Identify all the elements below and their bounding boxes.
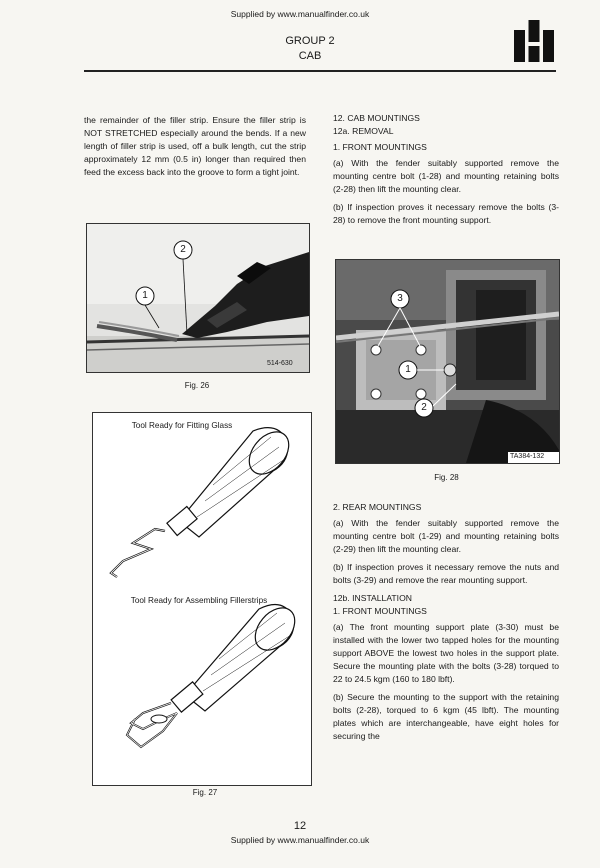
fig28-caption: Fig. 28 (434, 473, 459, 482)
fig27-label-top: Tool Ready for Fitting Glass (131, 421, 233, 430)
supplier-note-bottom: Supplied by www.manualfinder.co.uk (230, 835, 370, 845)
front-removal-step-a: (a) With the fender suitably supported remove the mounting centre bolt (1-28) and mounting retaining bolts (2-28) then lift the mounting clear. (333, 158, 559, 194)
fillerstrip-tool-icon (127, 600, 303, 747)
supplier-note-top: Supplied by www.manualfinder.co.uk (230, 9, 370, 19)
page-number: 12 (293, 820, 307, 832)
fig28-ref: TA384-132 (510, 453, 545, 460)
tool-illustrations (93, 413, 311, 785)
fig26-callout-2: 2 (180, 244, 186, 255)
fig27-label-bottom: Tool Ready for Assembling Fillerstrips (130, 596, 268, 605)
rear-mountings-heading: 2. REAR MOUNTINGS (333, 502, 422, 512)
figure-26-illustration (87, 224, 309, 372)
page-header (240, 34, 380, 64)
rear-removal-step-a: (a) With the fender suitably supported remove the mounting centre bolt (1-29) and mounting retaining bolts (2-29) then lift the mounting clear. (333, 518, 559, 554)
figure-28 (335, 259, 560, 464)
front-removal-step-b: (b) If inspection proves it necessary remove the bolts (3-28) to remove the front mounting support. (333, 202, 559, 225)
fig26-callout-1: 1 (142, 290, 148, 301)
left-column (84, 114, 306, 184)
right-column-rear-installation (333, 501, 559, 748)
filler-strip-paragraph: the remainder of the filler strip. Ensure the filler strip is NOT STRETCHED especially around the bends. If a new length of filler strip is used, off a bulk length, cut the strip approximately 12 mm (0.5 in) longer than required then feed the excess back into the groove to form a tight joint. (84, 115, 306, 177)
group-title: GROUP 2 (285, 35, 335, 47)
front-mountings-heading: 1. FRONT MOUNTINGS (333, 142, 427, 152)
fig26-ref: 514-630 (267, 360, 293, 367)
fig28-callout-2: 2 (421, 402, 427, 413)
section-12b-heading: 12b. INSTALLATION (333, 593, 412, 603)
rear-removal-step-b: (b) If inspection proves it necessary remove the nuts and bolts (3-29) and remove the rear mounting support. (333, 562, 559, 585)
section-title: CAB (298, 50, 322, 62)
fig26-caption: Fig. 26 (184, 381, 210, 390)
section-12a-heading: 12a. REMOVAL (333, 126, 394, 136)
figure-26 (86, 223, 310, 373)
figure-27 (92, 412, 312, 786)
right-column-removal (333, 112, 559, 232)
fig28-callout-1: 1 (405, 364, 411, 375)
install-step-a: (a) The front mounting support plate (3-30) must be installed with the lower two tapped holes for the mounting support ABOVE the lowest two holes in the support plate. Secure the mounting plate with the bolts (3-28) torqued to 22 to 24.5 kgm (160 to 180 lbft). (333, 622, 559, 684)
install-step-b: (b) Secure the mounting to the support with the retaining bolts (2-28), torqued to 6 kgm (45 lbft). The mounting plates which are interchangeable, have eight holes for securing the (333, 692, 559, 741)
fig28-callout-3: 3 (397, 293, 403, 304)
header-rule (84, 70, 556, 72)
glass-tool-icon (111, 424, 297, 577)
section-12-heading: 12. CAB MOUNTINGS (333, 113, 420, 123)
figure-28-photo (336, 260, 559, 463)
brand-logo-icon (514, 20, 554, 62)
front-mountings-install-heading: 1. FRONT MOUNTINGS (333, 606, 427, 616)
fig27-caption: Fig. 27 (192, 788, 218, 797)
